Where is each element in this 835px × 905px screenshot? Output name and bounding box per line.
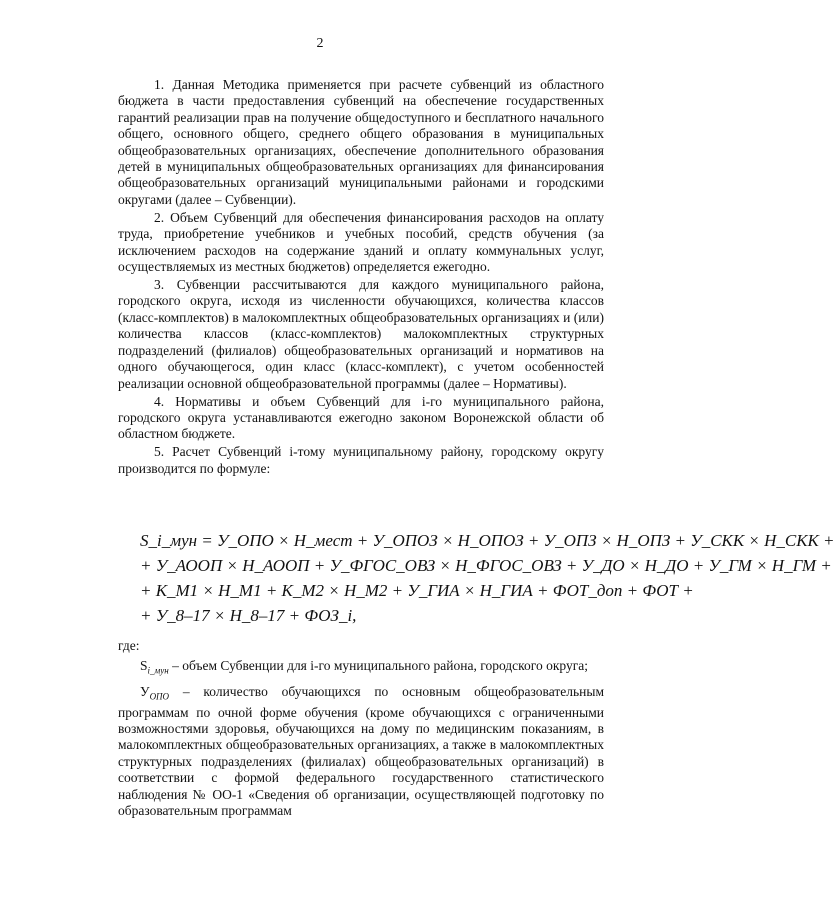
paragraph-1: 1. Данная Методика применяется при расчете субвенций из областного бюджета в части предоставления субвенций на обеспечение государственных гарантий реализации прав на получение общедоступного и бесплатного начального общего, основного общего, среднего общего образования в муниципальных общеобразовательных организациях, обеспечение дополнительного образования детей в муниципальных общеобразовательных организациях для финансирования общеобразовательных организаций муниципальными районами и городскими округами (далее – Субвенции). [118, 77, 604, 207]
def-s-text: – объем Субвенции для i-го муниципального района, городского округа; [168, 658, 589, 674]
def-s-sub: i_мун [147, 666, 169, 677]
subvention-formula [140, 528, 835, 628]
page-number: 2 [316, 36, 324, 51]
def-u-text: – количество обучающихся по основным общеобразовательным программам по очной форме обучения (кроме обучающихся с ограниченными возможностями здоровья, обучающихся на дому по медицинским показаниям, в малокомплектных общеобразовательных организациях, а также в малокомплектных структурных подразделениях (филиалах) общеобразовательных организаций) в соответствии с формой федерального государственного статистического наблюдения № ОО-1 «Сведения об организации, осуществляющей подготовку по образовательным программам [118, 683, 604, 819]
body-text [118, 77, 604, 479]
paragraph-2: 2. Объем Субвенций для обеспечения финансирования расходов на оплату труда, приобретение учебников и учебных пособий, средств обучения (за исключением расходов на содержание зданий и оплату коммунальных услуг, осуществляемых из местных бюджетов) определяется ежегодно. [118, 209, 604, 275]
formula-line-2-text: + У_АООП × Н_АООП + У_ФГОС_ОВЗ × Н_ФГОС_ОВЗ + У_ДО × Н_ДО + У_ГМ × Н_ГМ + [140, 556, 832, 575]
formula-line-3 [140, 578, 694, 603]
definitions [118, 638, 604, 823]
formula-line-4-text: + У_8–17 × Н_8–17 + ФОЗ_i, [140, 606, 357, 625]
formula-line-1 [140, 528, 835, 553]
formula-line-2 [140, 553, 832, 578]
where-label: где: [118, 638, 140, 653]
paragraph-5: 5. Расчет Субвенций i-тому муниципальному району, городскому округу производится по формуле: [118, 444, 604, 476]
formula-line-4 [140, 603, 610, 628]
def-u [118, 684, 604, 820]
def-s [118, 658, 604, 679]
def-u-sub: ОПО [149, 691, 170, 702]
paragraph-4: 4. Нормативы и объем Субвенций для i-го муниципального района, городского округа устанавливаются ежегодно законом Воронежской области об областном бюджете. [118, 393, 604, 442]
paragraph-3: 3. Субвенции рассчитываются для каждого муниципального района, городского округа, исходя из численности обучающихся, количества классов (класс-комплектов) в малокомплектных общеобразовательных организациях и (или) количества классов (класс-комплектов) малокомплектных структурных подразделений (филиалов) общеобразовательных организаций и нормативов на одного обучающегося, один класс (класс-комплект), с учетом особенностей реализации основной общеобразовательной программы (далее – Нормативы). [118, 277, 604, 391]
def-u-symbol: У [140, 683, 150, 699]
formula-line-1-text: S_i_мун = У_ОПО × Н_мест + У_ОПОЗ × Н_ОПОЗ + У_ОПЗ × Н_ОПЗ + У_СКК × Н_СКК + [140, 531, 835, 550]
formula-line-3-text: + К_М1 × Н_М1 + К_М2 × Н_М2 + У_ГИА × Н_ГИА + ФОТ_доп + ФОТ + [140, 581, 694, 600]
def-s-symbol: S [140, 658, 148, 674]
